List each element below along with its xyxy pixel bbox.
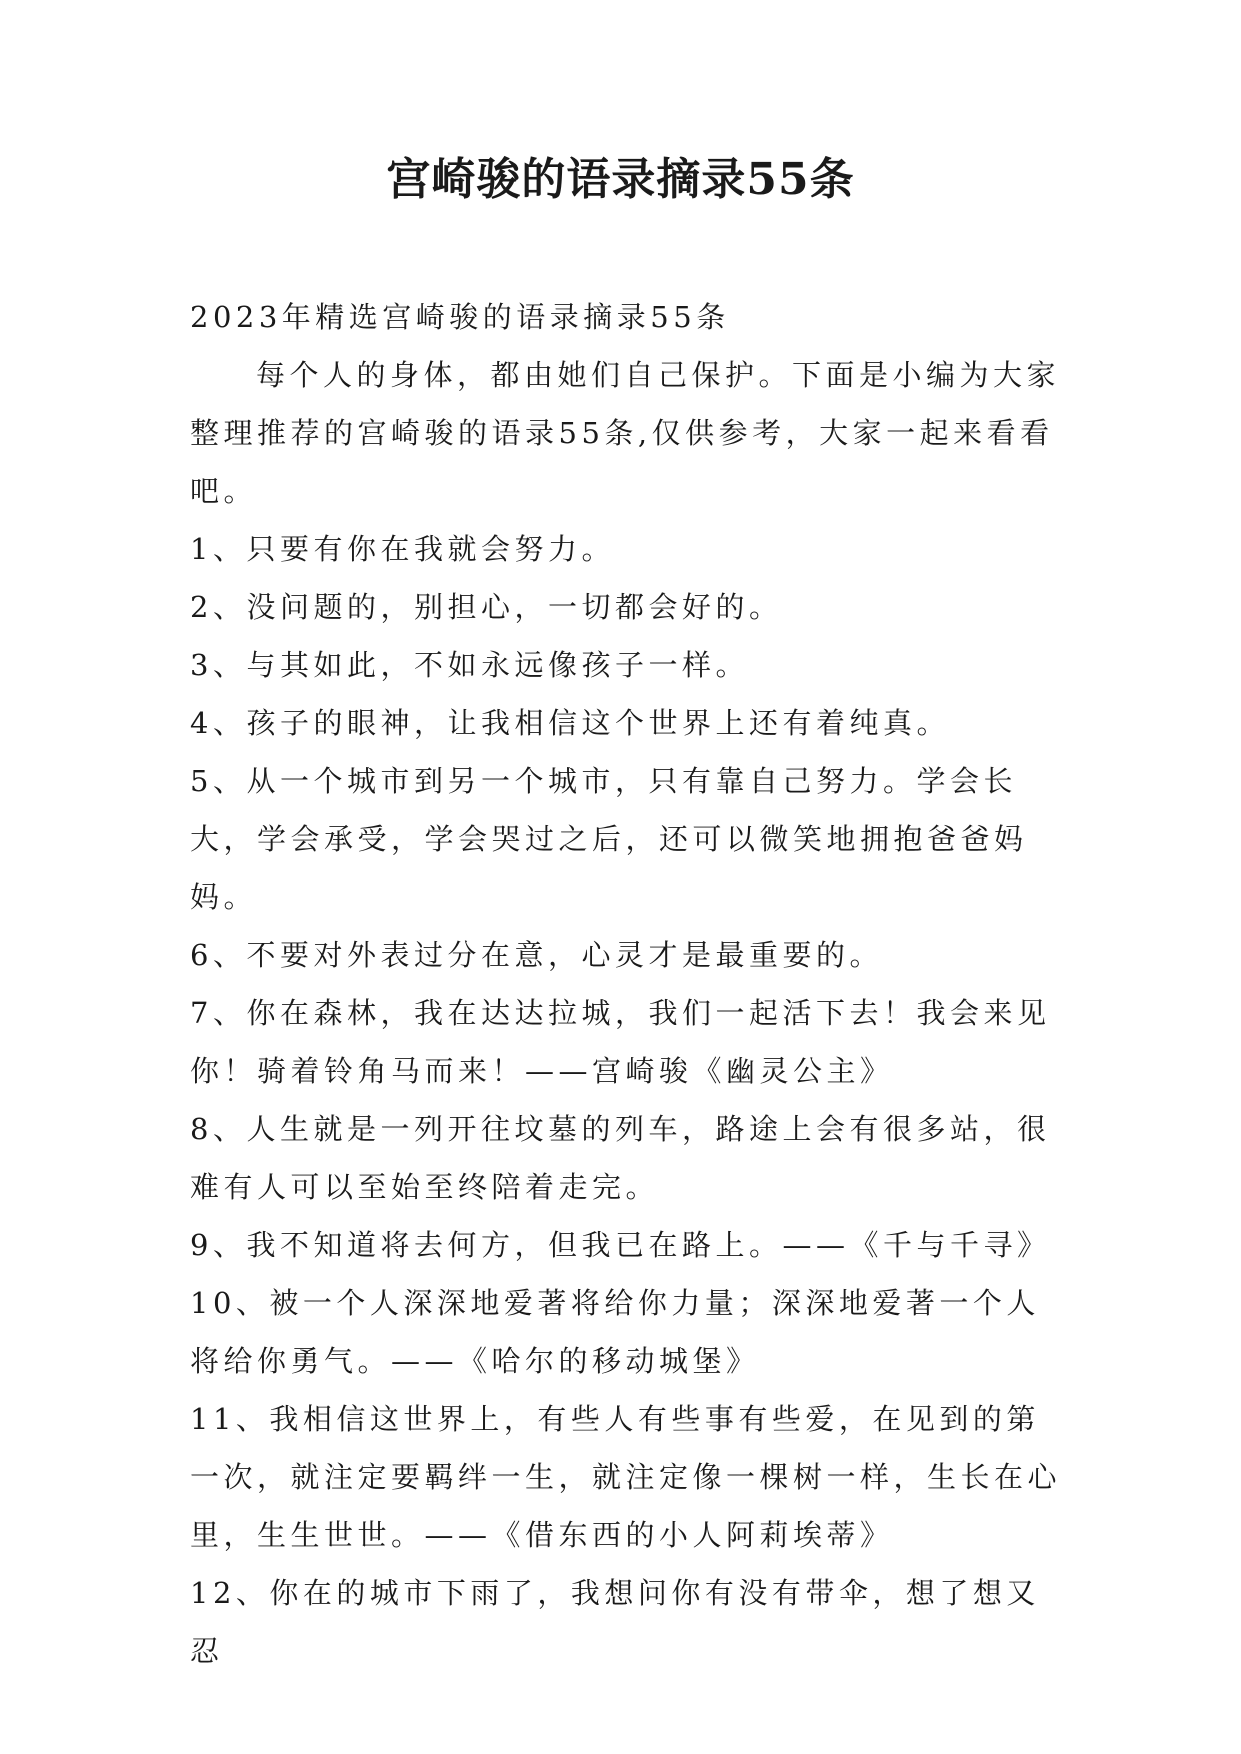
quote-item-5: 5、从一个城市到另一个城市，只有靠自己努力。学会长大，学会承受，学会哭过之后，还可以微笑地拥抱爸爸妈妈。 — [190, 764, 1028, 914]
quote-item-1: 1、只要有你在我就会努力。 — [190, 532, 615, 566]
document-body — [190, 288, 1072, 1680]
document-subtitle: 2023年精选宫崎骏的语录摘录55条 — [190, 300, 730, 334]
quote-item-2: 2、没问题的，别担心，一切都会好的。 — [190, 590, 783, 624]
quote-item-7: 7、你在森林，我在达达拉城，我们一起活下去！我会来见你！骑着铃角马而来！——宫崎骏《幽灵公主》 — [190, 996, 1051, 1088]
quote-item-9: 9、我不知道将去何方，但我已在路上。——《千与千寻》 — [190, 1228, 1051, 1262]
quote-item-8: 8、人生就是一列开往坟墓的列车，路途上会有很多站，很难有人可以至始至终陪着走完。 — [190, 1112, 1051, 1204]
intro-paragraph: 每个人的身体，都由她们自己保护。下面是小编为大家整理推荐的宫崎骏的语录55条,仅供参考，大家一起来看看吧。 — [190, 358, 1061, 508]
quote-item-4: 4、孩子的眼神，让我相信这个世界上还有着纯真。 — [190, 706, 950, 740]
quote-item-10: 10、被一个人深深地爱著将给你力量；深深地爱著一个人将给你勇气。——《哈尔的移动城堡》 — [190, 1286, 1040, 1378]
quote-item-3: 3、与其如此，不如永远像孩子一样。 — [190, 648, 749, 682]
quote-item-6: 6、不要对外表过分在意，心灵才是最重要的。 — [190, 938, 883, 972]
document-title: 宫崎骏的语录摘录55条 — [386, 154, 855, 205]
quote-item-11: 11、我相信这世界上，有些人有些事有些爱，在见到的第一次，就注定要羁绊一生，就注定像一棵树一样，生长在心里，生生世世。——《借东西的小人阿莉埃蒂》 — [190, 1402, 1062, 1552]
quote-item-12: 12、你在的城市下雨了，我想问你有没有带伞，想了想又忍 — [190, 1576, 1040, 1668]
